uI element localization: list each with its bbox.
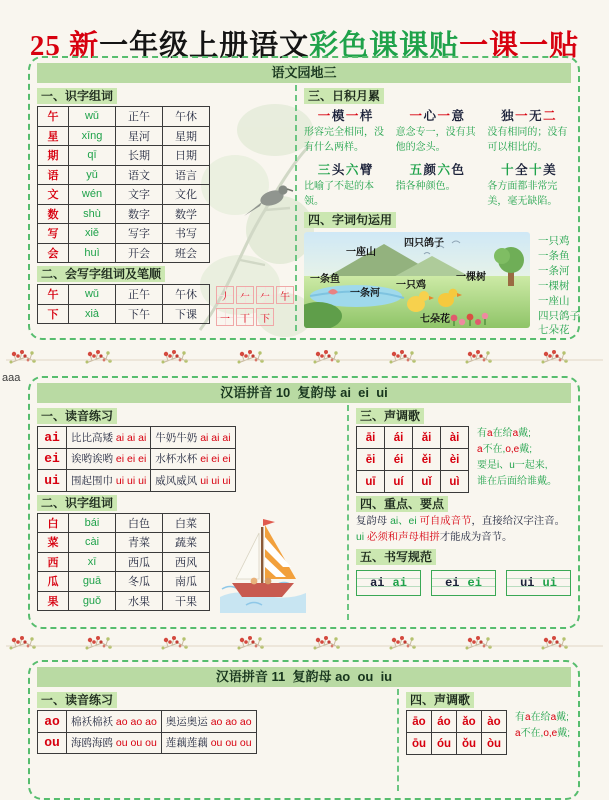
panel3-right-column — [397, 689, 571, 791]
table-cell: qī — [69, 146, 116, 166]
table-cell: 冬瓜 — [116, 572, 163, 592]
section-label-shuxie-guifan: 五、书写规范 — [356, 549, 436, 565]
table-row — [357, 427, 469, 449]
table-row — [38, 204, 210, 224]
text-part: 不在, — [482, 444, 506, 455]
stroke-box: 午 — [276, 286, 294, 304]
table-cell: 星河 — [116, 126, 163, 146]
table-cell: 西 — [38, 552, 69, 572]
table-cell: uǐ — [413, 471, 441, 493]
section-label-zicijuyunyong: 四、字词句运用 — [304, 212, 396, 228]
text-part: 十 — [529, 163, 544, 177]
text-part: 美 — [543, 163, 558, 177]
scene-label-chicken: 一只鸡 — [396, 280, 426, 291]
list-item: 七朵花 — [538, 324, 570, 337]
table-cell: 水果 — [116, 591, 163, 611]
panel1-header: 语文园地三 — [37, 63, 571, 83]
idiom-title — [304, 106, 388, 124]
text-part: ao ao ao — [210, 715, 252, 728]
table-cell — [67, 711, 162, 733]
section-label-duyin-lianxi: 一、读音练习 — [37, 408, 117, 424]
text-part: 海鸥海鸥 — [71, 737, 116, 750]
table-row — [38, 243, 210, 263]
table-cell: xiě — [69, 224, 116, 244]
landscape-illustration — [304, 232, 530, 328]
tone-song-line — [477, 442, 557, 458]
text-part: 水杯水杯 — [155, 453, 201, 466]
table-row — [407, 733, 507, 755]
text-part: 六 — [345, 163, 360, 177]
text-part: 戴; — [518, 428, 531, 439]
idiom-title — [487, 106, 571, 124]
text-part: a — [515, 728, 521, 739]
table-cell: xià — [69, 304, 116, 324]
text-part: ai、ei — [390, 516, 420, 527]
table-cell: uí — [385, 471, 413, 493]
section-label-huixiezi: 二、会写字组词及笔顺 — [37, 266, 165, 282]
text-part: 莲藕莲藕 — [165, 737, 211, 750]
text-part: 谁在后面给谁戴。 — [477, 476, 557, 487]
text-part: 模 — [331, 109, 346, 123]
table-cell: xī — [69, 552, 116, 572]
duyin-lianxi-table — [37, 426, 236, 492]
text-part: 牛奶牛奶 — [155, 431, 201, 444]
table-cell: 青菜 — [116, 533, 163, 553]
keypoint-line — [356, 514, 571, 530]
idiom-item — [304, 106, 388, 155]
table-cell: 正午 — [116, 285, 163, 305]
panel3-left-column — [37, 689, 397, 791]
text-part: 一 — [437, 109, 452, 123]
table-row — [38, 304, 210, 324]
table-cell — [151, 470, 235, 492]
text-part: 有 — [477, 428, 487, 439]
text-part: 一 — [409, 109, 424, 123]
table-cell: 数字 — [116, 204, 163, 224]
list-item: 一条鱼 — [538, 249, 570, 262]
text-part: 一课一贴 — [459, 30, 580, 63]
text-part: 无 — [529, 109, 544, 123]
table-cell — [67, 448, 151, 470]
idiom-title — [304, 160, 388, 178]
table-cell: uī — [357, 471, 385, 493]
text-part: ，直接给汉字注音。 — [471, 516, 565, 527]
text-part: 十 — [501, 163, 516, 177]
floral-divider — [6, 632, 603, 656]
text-part: 一 — [345, 109, 360, 123]
table-cell: 期 — [38, 146, 69, 166]
shizi-zuci-table-2 — [37, 513, 210, 612]
table-cell: ài — [441, 427, 469, 449]
table-cell — [67, 470, 151, 492]
huixiezi-table — [37, 284, 210, 324]
idiom-item — [396, 106, 480, 155]
scene-label-fish: 一条鱼 — [310, 274, 340, 285]
table-row — [38, 732, 257, 754]
table-cell: ou — [38, 732, 67, 754]
tone-song-line — [477, 458, 557, 474]
table-cell: 下午 — [116, 304, 163, 324]
table-row — [38, 107, 210, 127]
text-part: ai — [370, 576, 385, 591]
scene-label-flowers: 七朵花 — [420, 314, 450, 325]
stroke-order-boxes — [216, 284, 294, 326]
text-part: 五 — [409, 163, 424, 177]
floral-divider — [6, 346, 603, 370]
text-part: 全 — [515, 163, 530, 177]
table-cell: 班会 — [163, 243, 210, 263]
table-row — [38, 513, 210, 533]
table-cell — [151, 427, 235, 449]
table-cell: bái — [69, 513, 116, 533]
panel2-right-column — [347, 405, 571, 620]
idiom-title — [487, 160, 571, 178]
table-cell: ōu — [407, 733, 432, 755]
table-cell: 下 — [38, 304, 69, 324]
text-part: o,e — [505, 444, 520, 455]
table-cell: guǒ — [69, 591, 116, 611]
stroke-box: 𠂉 — [236, 286, 254, 304]
table-row — [38, 165, 210, 185]
table-cell: 菜 — [38, 533, 69, 553]
floral-divider-art — [6, 632, 603, 656]
text-part: ei ei ei — [115, 453, 147, 466]
table-cell: cài — [69, 533, 116, 553]
table-cell: 午 — [38, 107, 69, 127]
text-part: 诶哟诶哟 — [71, 453, 116, 466]
table-row — [357, 471, 469, 493]
idiom-item — [487, 106, 571, 155]
tone-song — [477, 426, 557, 490]
idiom-grid — [304, 106, 571, 209]
text-part: a — [525, 712, 531, 723]
section-label-zhongdian: 四、重点、要点 — [356, 496, 448, 512]
text-part: ai ai ai — [115, 431, 147, 444]
panel-yuwen-yuandi-3 — [28, 56, 580, 340]
idiom-title — [396, 106, 480, 124]
table-cell: 下课 — [163, 304, 210, 324]
panel1-left-column — [37, 85, 295, 331]
table-cell: wén — [69, 185, 116, 205]
panel2-header: 汉语拼音 10 复韵母 ai ei ui — [37, 383, 571, 403]
text-part: 戴; — [519, 444, 533, 455]
table-cell: 果 — [38, 591, 69, 611]
text-part: 一年级上册语文 — [99, 30, 310, 63]
text-part: a — [550, 712, 557, 723]
section-label-duyin-lianxi-2: 一、读音练习 — [37, 692, 117, 708]
table-cell: 星 — [38, 126, 69, 146]
scene-label-tree: 一棵树 — [456, 272, 486, 283]
table-cell: ēi — [357, 449, 385, 471]
writing-grids — [356, 570, 571, 596]
text-part: 头 — [331, 163, 346, 177]
text-part: ei ei ei — [200, 453, 231, 466]
idiom-desc: 没有相同的；没有可以相比的。 — [487, 127, 568, 153]
text-part: ei — [445, 576, 460, 591]
table-cell: 干果 — [163, 591, 210, 611]
tone-song-line — [515, 726, 570, 742]
table-cell: ui — [38, 470, 67, 492]
text-part: 才能成为音节。 — [439, 532, 513, 544]
table-cell: 长期 — [116, 146, 163, 166]
table-cell: uì — [441, 471, 469, 493]
table-cell: 文化 — [163, 185, 210, 205]
table-cell: 蔬菜 — [163, 533, 210, 553]
table-row — [38, 470, 236, 492]
section-label-shizi-zuci-2: 二、识字组词 — [37, 495, 117, 511]
panel3-header: 汉语拼音 11 复韵母 ao ou iu — [37, 667, 571, 687]
text-part: ai — [392, 576, 407, 591]
stroke-box: 一 — [216, 308, 234, 326]
list-item: 一条河 — [538, 264, 570, 277]
duyin-lianxi-table-2 — [37, 710, 257, 754]
table-cell: ěi — [413, 449, 441, 471]
table-cell: òu — [482, 733, 507, 755]
table-cell: ǎo — [457, 711, 482, 733]
table-row — [38, 591, 210, 611]
text-part: ui ui ui — [115, 474, 147, 487]
stroke-box: 丿 — [216, 286, 234, 304]
table-cell: 文字 — [116, 185, 163, 205]
text-part: 六 — [437, 163, 452, 177]
idiom-item — [396, 160, 480, 209]
text-part: 不在, — [520, 728, 544, 739]
table-cell: áo — [432, 711, 457, 733]
table-cell: guā — [69, 572, 116, 592]
stroke-box: 𠂉 — [256, 286, 274, 304]
text-part: a — [512, 428, 519, 439]
text-part: ui — [520, 576, 535, 591]
table-cell: shù — [69, 204, 116, 224]
text-part: 要是i、u一起来, — [477, 460, 548, 471]
table-cell: 语文 — [116, 165, 163, 185]
table-cell: 午 — [38, 285, 69, 305]
table-row — [407, 711, 507, 733]
text-part: ou ou ou — [210, 737, 252, 750]
measure-word-list — [538, 232, 580, 338]
text-part: 25 新 — [29, 30, 100, 63]
text-part: 三 — [317, 163, 332, 177]
table-cell: óu — [432, 733, 457, 755]
table-cell: xīng — [69, 126, 116, 146]
text-part: 在给 — [530, 712, 551, 723]
table-row — [357, 449, 469, 471]
table-cell: āi — [357, 427, 385, 449]
table-cell — [161, 711, 256, 733]
scene-label-pigeons: 四只鸽子 — [404, 238, 444, 249]
table-cell: 书写 — [163, 224, 210, 244]
text-part: 样 — [359, 109, 374, 123]
list-item: 四只鸽子 — [538, 309, 580, 322]
section-label-riji-yuelei: 三、日积月累 — [304, 88, 384, 104]
tone-song-2 — [515, 710, 570, 742]
table-cell: 数 — [38, 204, 69, 224]
scene-label-river: 一条河 — [350, 288, 380, 299]
idiom-desc: 意念专一，没有其他的念头。 — [395, 127, 476, 153]
text-part: 威风威风 — [155, 474, 201, 487]
table-cell: 会 — [38, 243, 69, 263]
text-part: 必须和声母相拼 — [366, 532, 440, 544]
table-cell: wǔ — [69, 107, 116, 127]
table-row — [38, 427, 236, 449]
stroke-row-xia — [216, 308, 294, 326]
idiom-item — [304, 160, 388, 209]
text-part: 臂 — [359, 163, 374, 177]
table-cell: 文 — [38, 185, 69, 205]
panel-hanyu-pinyin-10 — [28, 376, 580, 629]
sailboat-illustration — [216, 515, 308, 613]
text-part: ai ai ai — [200, 431, 231, 444]
idiom-item — [487, 160, 571, 209]
list-item: 一棵树 — [538, 279, 570, 292]
table-cell: 西风 — [163, 552, 210, 572]
table-row — [38, 552, 210, 572]
section-label-shengdiao-ge-2: 四、声调歌 — [406, 692, 474, 708]
table-cell: 南瓜 — [163, 572, 210, 592]
table-cell: ao — [38, 711, 67, 733]
table-row — [38, 448, 236, 470]
text-part: 意 — [451, 109, 466, 123]
text-part: 奥运奥运 — [165, 715, 211, 728]
text-part: a — [477, 444, 483, 455]
text-part: 一 — [515, 109, 530, 123]
text-part: 在给 — [492, 428, 513, 439]
panel2-left-column — [37, 405, 347, 620]
text-part: o,e — [543, 728, 558, 739]
table-cell: éi — [385, 449, 413, 471]
tone-song-line — [477, 474, 557, 490]
table-cell: ei — [38, 448, 67, 470]
idiom-desc: 各方面都非常完美，毫无缺陷。 — [487, 181, 558, 207]
table-cell: 星期 — [163, 126, 210, 146]
watermark-text: aaa — [2, 372, 21, 384]
text-part: 彩色课课贴 — [309, 30, 460, 63]
tone-table — [356, 426, 469, 493]
table-cell — [161, 732, 256, 754]
panel-hanyu-pinyin-11 — [28, 660, 580, 800]
tone-song-line — [515, 710, 570, 726]
table-cell: 正午 — [116, 107, 163, 127]
table-cell: èi — [441, 449, 469, 471]
table-cell: ái — [385, 427, 413, 449]
writing-grid-ui — [506, 570, 571, 596]
panel1-right-column — [295, 85, 580, 337]
writing-grid-ei — [431, 570, 496, 596]
text-part: a — [487, 428, 493, 439]
text-part: ui — [542, 576, 557, 591]
text-part: ao ao ao — [115, 715, 157, 728]
floral-divider-art — [6, 346, 603, 370]
keypoint-line — [356, 530, 571, 546]
table-cell: 写字 — [116, 224, 163, 244]
text-part: 一 — [317, 109, 332, 123]
table-cell: 语 — [38, 165, 69, 185]
table-cell: 写 — [38, 224, 69, 244]
table-cell: wǔ — [69, 285, 116, 305]
text-part: 复韵母 — [356, 516, 391, 527]
shizi-zuci-table — [37, 106, 210, 263]
text-part: ui ui ui — [200, 474, 231, 487]
text-part: ui — [356, 532, 367, 544]
text-part: ei — [467, 576, 482, 591]
table-cell: 语言 — [163, 165, 210, 185]
text-part: 独 — [501, 109, 516, 123]
table-row — [38, 711, 257, 733]
table-cell: 日期 — [163, 146, 210, 166]
table-cell: 瓜 — [38, 572, 69, 592]
writing-grid-ai — [356, 570, 421, 596]
stroke-box: 丅 — [236, 308, 254, 326]
table-cell: 数学 — [163, 204, 210, 224]
table-cell — [67, 427, 151, 449]
table-row — [38, 126, 210, 146]
table-row — [38, 572, 210, 592]
text-part: 颜 — [423, 163, 438, 177]
table-cell: 开会 — [116, 243, 163, 263]
text-part: 可自成音节 — [419, 516, 472, 527]
section-label-shizi-zuci: 一、识字组词 — [37, 88, 117, 104]
text-part: 戴; — [556, 712, 569, 723]
text-part: 色 — [451, 163, 466, 177]
table-cell: ai — [38, 427, 67, 449]
text-part: 有 — [515, 712, 525, 723]
text-part: 二 — [543, 109, 558, 123]
idiom-title — [396, 160, 480, 178]
table-cell: 午休 — [163, 107, 210, 127]
table-row — [38, 533, 210, 553]
table-cell: ǎi — [413, 427, 441, 449]
idiom-desc: 形容完全相同，没有什么两样。 — [304, 127, 384, 153]
table-row — [38, 185, 210, 205]
idiom-desc: 指各种颜色。 — [395, 181, 456, 192]
scene-label-mountain: 一座山 — [346, 247, 376, 258]
idiom-desc: 比喻了不起的本领。 — [304, 181, 374, 207]
text-part: 戴; — [557, 728, 571, 739]
text-part: 比比高矮 — [71, 431, 116, 444]
list-item: 一座山 — [538, 294, 570, 307]
stroke-box: 下 — [256, 308, 274, 326]
list-item: 一只鸡 — [538, 235, 570, 247]
table-cell: huì — [69, 243, 116, 263]
text-part: 心 — [423, 109, 438, 123]
table-cell: 午休 — [163, 285, 210, 305]
text-part: 围起围巾 — [71, 474, 116, 487]
table-row — [38, 285, 210, 305]
table-cell: yǔ — [69, 165, 116, 185]
table-cell: āo — [407, 711, 432, 733]
table-cell — [67, 732, 162, 754]
table-cell: 白色 — [116, 513, 163, 533]
tone-song-line — [477, 426, 557, 442]
table-cell — [151, 448, 235, 470]
stroke-row-wu — [216, 286, 294, 304]
table-row — [38, 224, 210, 244]
table-cell: 白菜 — [163, 513, 210, 533]
table-cell: ào — [482, 711, 507, 733]
section-label-shengdiao-ge: 三、声调歌 — [356, 408, 424, 424]
table-cell: ǒu — [457, 733, 482, 755]
text-part: 棉袄棉袄 — [71, 715, 116, 728]
table-cell: 白 — [38, 513, 69, 533]
text-part: ou ou ou — [115, 737, 157, 750]
table-row — [38, 146, 210, 166]
table-cell: 西瓜 — [116, 552, 163, 572]
